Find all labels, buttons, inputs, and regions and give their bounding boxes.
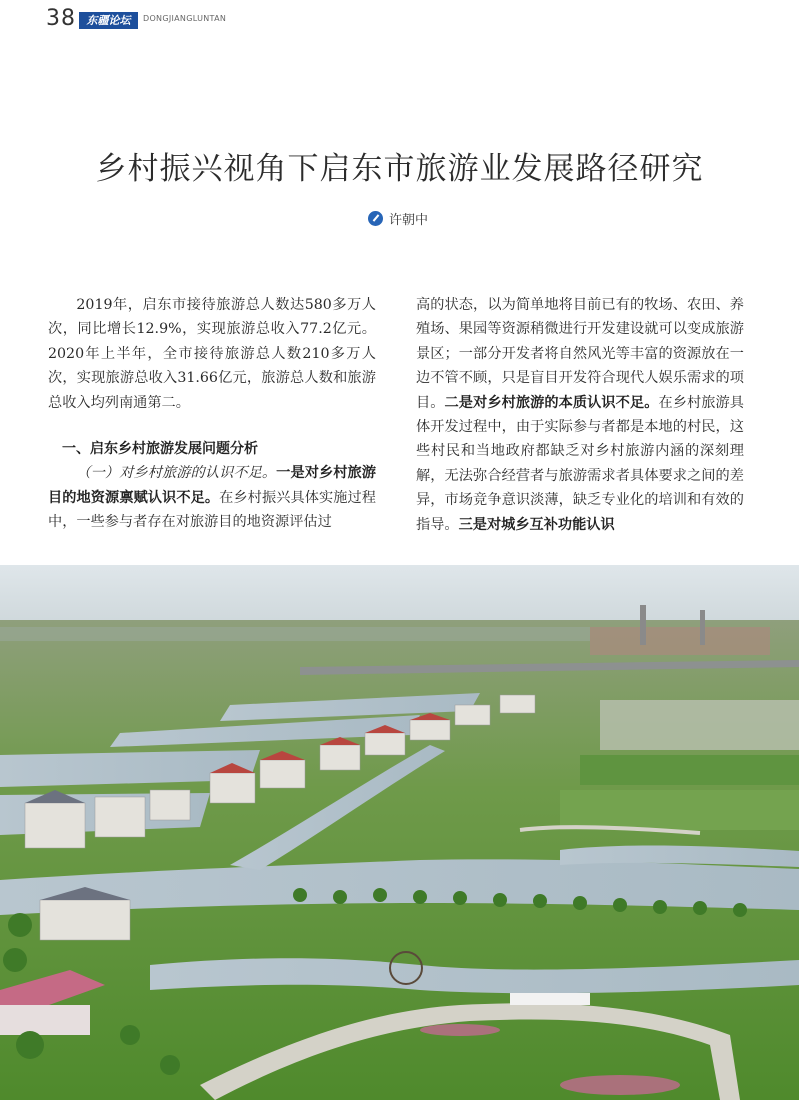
intro-paragraph: 2019年，启东市接待旅游总人数达580多万人次，同比增长12.9%，实现旅游总收入77.2亿元。2020年上半年，全市接待旅游总人数210多万人次，实现旅游总收入31.66亿元，旅游总人数和旅游总收入均列南通第二。 — [48, 297, 376, 411]
subsection-text: 在乡村振兴具体实施过程中，一些参与者存在对旅游目的地资源评估过 — [48, 489, 376, 531]
author-name: 许朝中 — [389, 213, 429, 228]
section-heading: 一、启东乡村旅游发展问题分析 — [62, 441, 258, 458]
right-bold-point-1: 二是对乡村旅游的本质认识不足。 — [444, 394, 659, 411]
magazine-name: 东疆论坛 — [79, 12, 138, 29]
subsection-label: （一）对乡村旅游的认识不足。 — [76, 465, 277, 482]
page-number: 38 — [46, 6, 76, 31]
aerial-photo — [0, 565, 799, 1100]
subsection-paragraph — [48, 461, 376, 534]
left-column — [48, 293, 376, 535]
right-paragraph — [416, 293, 744, 537]
page-header — [0, 0, 799, 40]
right-text-2: 在乡村旅游具体开发过程中，由于实际参与者都是本地的村民，这些村民和当地政府都缺乏对乡村旅游内涵的深刻理解，无法弥合经营者与旅游需求者具体要求之间的差异，市场竞争意识淡薄，缺乏专业化的培训和有效的指导。 — [416, 394, 744, 533]
subsection-bold-point: 一是对乡村旅游目的地资源禀赋认识不足。 — [48, 465, 376, 506]
author-line — [368, 209, 428, 229]
article-title: 乡村振兴视角下启东市旅游业发展路径研究 — [95, 151, 704, 187]
right-text-1: 高的状态，以为简单地将目前已有的牧场、农田、养殖场、果园等资源稍微进行开发建设就可以变成旅游景区；一部分开发者将自然风光等丰富的资源放在一边不管不顾，只是盲目开发符合现代人娱乐需求的项目。 — [416, 297, 744, 411]
right-column — [416, 293, 744, 537]
magazine-name-en: DONGJIANGLUNTAN — [143, 14, 227, 23]
pen-icon — [368, 211, 383, 226]
right-bold-point-2: 三是对城乡互补功能认识 — [458, 516, 615, 533]
aerial-photo-illustration — [0, 565, 799, 1100]
